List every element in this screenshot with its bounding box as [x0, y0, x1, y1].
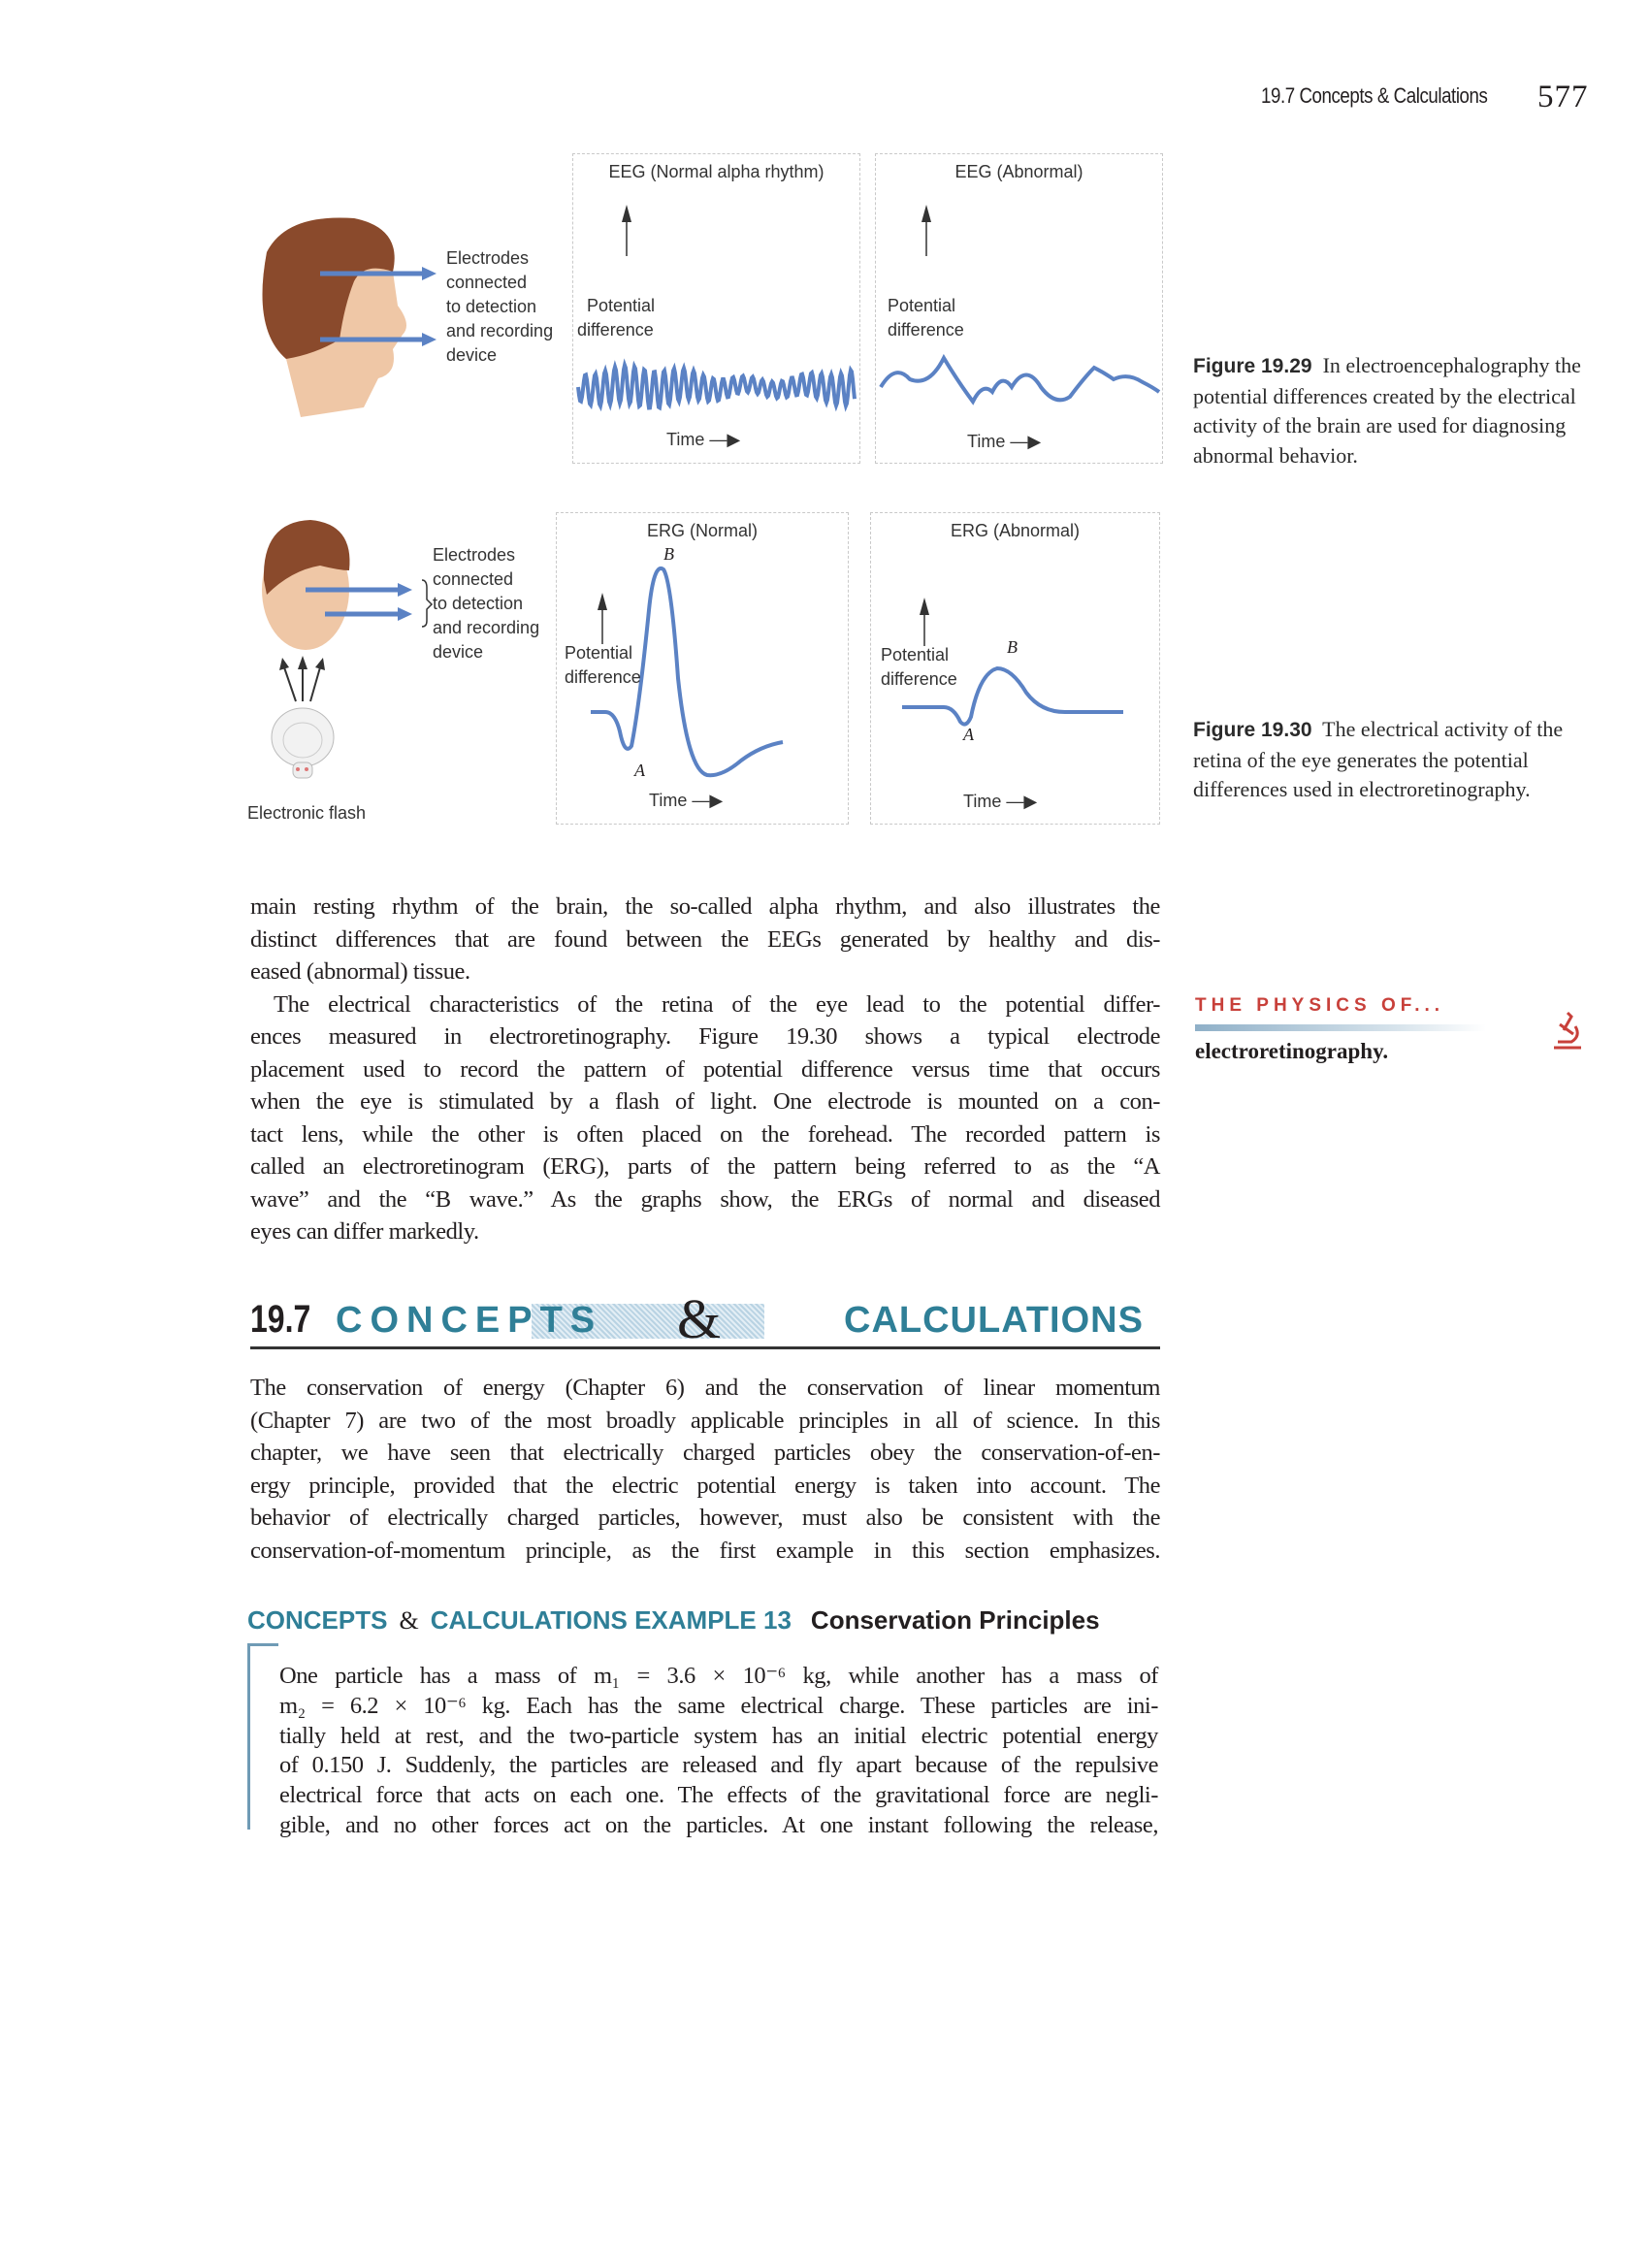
x-axis-label: Time —▶ [963, 792, 1038, 811]
electrode-label-2: Electrodes connected to detection and recording device [433, 545, 540, 662]
section-title-concepts: CONCEPTS [336, 1300, 603, 1341]
figure-19-30-caption: Figure 19.30 The electrical activity of the retina of the eye generates the potential differences used in electroretinography. [1193, 717, 1564, 801]
y-axis-label: Potential difference [888, 296, 964, 340]
body-paragraph-1: main resting rhythm of the brain, the so-called alpha rhythm, and also illustrates the distinct differences that are found between the EEGs generated by healthy and dis- eased (abnormal) tissue. The electrical characteristics of the retina of the eye lead to the potential differ- ences measured in electroretinography. Figure 19.30 shows a typical electrode placement used to record the pattern of potential difference versus time that occurs when the eye is stimulated by a flash of light. One electrode is mounted on a con- tact lens, while the other is often placed on the forehead. The recorded pattern is called an electroretinogram (ERG), parts of the pattern being referred to as the “A wave” and the “B wave.” As the graphs show, the ERGs of normal and diseased eyes can differ markedly. [250, 893, 1160, 1245]
example-ampersand: & [399, 1606, 419, 1635]
eeg-abnormal-wave [881, 358, 1159, 402]
point-b-label: B [1007, 637, 1018, 657]
y-axis-label: Potential difference [881, 645, 957, 689]
physics-of-stripe [1195, 1024, 1486, 1031]
arrow-right-icon: —▶ [692, 791, 724, 810]
example-title: Conservation Principles [810, 1605, 1100, 1635]
example-bracket-top [247, 1643, 278, 1646]
section-ampersand: & [677, 1287, 722, 1350]
section-heading [250, 1287, 1160, 1350]
x-axis-label: Time —▶ [649, 791, 724, 810]
page-number: 577 [1537, 80, 1589, 114]
section-number: 19.7 [250, 1298, 311, 1341]
section-title-calculations: CALCULATIONS [844, 1300, 1144, 1341]
x-axis-label: Time —▶ [666, 430, 741, 449]
panel-title: ERG (Normal) [646, 521, 758, 540]
physics-of-label: THE PHYSICS OF... [1195, 995, 1445, 1016]
electronic-flash-icon [272, 708, 334, 778]
body-paragraph-2: The conservation of energy (Chapter 6) and the conservation of linear momentum (Chapter 7) are two of the most broadly applicable principles in all of science. In this chapter, we have seen that electrically charged particles obey the conservation-of-en- ergy principle, provided that the electric potential energy is taken into account. The behavior of electrically charged particles, however, must also be consistent with the conservation-of-momentum principle, as the first example in this section emphasizes. [250, 1375, 1160, 1564]
arrow-right-icon: —▶ [709, 430, 741, 449]
physics-of-topic: electroretinography. [1195, 1039, 1389, 1063]
head-profile-illustration [247, 213, 441, 417]
point-a-label: A [963, 725, 974, 744]
arrow-right-icon: —▶ [1010, 432, 1042, 451]
figure-19-29-caption: Figure 19.29 In electroencephalography the potential differences created by the electrical activity of the brain are used for diagnosing abnormal behavior. [1193, 353, 1581, 468]
point-a-label: A [634, 761, 645, 780]
example-label-concepts: CONCEPTS [247, 1605, 388, 1635]
microscope-icon [1550, 1009, 1585, 1052]
eeg-normal-wave [578, 366, 855, 408]
example-text: One particle has a mass of m₁ = 3.6 × 10⁻⁶ kg, while another has a mass of m₂ = 6.2 × 10⁻⁶ kg. Each has the same electrical charge. These particles are ini- tially held at rest, and the two-particle system has an initial electric potential energy of 0.150 J. Suddenly, the particles are released and fly apart because of the repulsive electrical force that acts on each one. The effects of the gravitational force are negli- gible, and no other forces act on the particles. At one instant following the release, [279, 1663, 1158, 1838]
y-axis-label: Potential difference [577, 296, 656, 340]
electrode-label-1: Electrodes connected to detection and recording device [446, 248, 554, 365]
example-heading [247, 1605, 1100, 1636]
x-axis-label: Time —▶ [967, 432, 1042, 451]
arrow-right-icon: —▶ [1006, 792, 1038, 811]
point-b-label: B [663, 544, 674, 564]
panel-title: EEG (Normal alpha rhythm) [608, 162, 824, 181]
example-label-number: CALCULATIONS EXAMPLE 13 [430, 1605, 792, 1635]
running-header: 19.7 Concepts & Calculations [1261, 83, 1488, 108]
example-bracket [247, 1643, 250, 1830]
erg-abnormal-panel [870, 512, 1160, 825]
flash-arrows [279, 656, 325, 701]
head-front-illustration [252, 512, 436, 794]
eeg-abnormal-panel [875, 153, 1163, 464]
panel-title: EEG (Abnormal) [954, 162, 1083, 181]
erg-normal-panel [556, 512, 849, 825]
panel-title: ERG (Abnormal) [950, 521, 1081, 540]
eeg-normal-panel [572, 153, 860, 464]
y-axis-label: Potential difference [565, 643, 641, 687]
electronic-flash-label: Electronic flash [247, 803, 367, 823]
